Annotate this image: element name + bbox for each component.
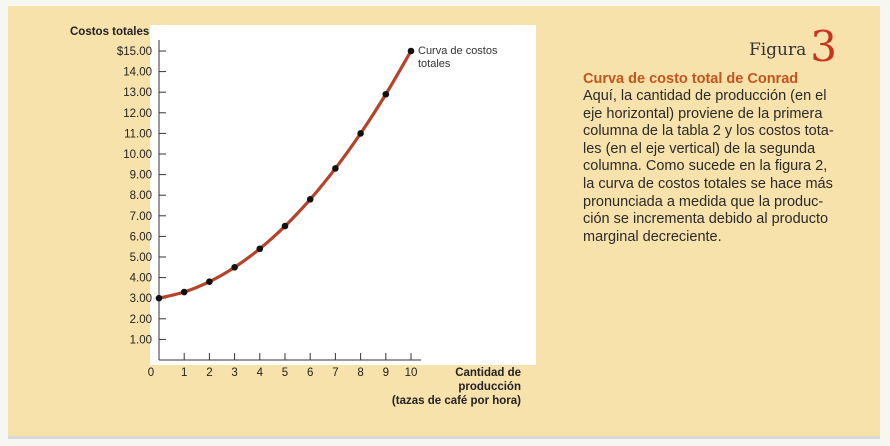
total-cost-curve	[159, 51, 411, 298]
y-tick-label: 9.00	[129, 169, 152, 182]
x-tick-label: 4	[256, 367, 264, 379]
data-point	[206, 278, 213, 285]
y-tick-label: 14.00	[123, 66, 152, 79]
caption-line: marginal decreciente.	[583, 228, 722, 245]
data-point	[181, 289, 188, 296]
x-tick-label: 2	[206, 367, 213, 379]
x-tick-label: 10	[404, 367, 418, 379]
caption-line: la curva de costos totales se hace más	[583, 175, 833, 192]
y-tick-label: 1.00	[129, 334, 152, 347]
caption-line: ción se incrementa debido al producto	[583, 211, 829, 228]
figure-label	[583, 24, 865, 70]
y-tick-label: 5.00	[129, 252, 152, 264]
y-tick-label: $15.00	[116, 46, 152, 58]
data-point	[231, 264, 238, 271]
x-axis-title: producción	[458, 381, 521, 393]
y-tick-label: 13.00	[123, 87, 152, 100]
caption-line: Aquí, la cantidad de producción (en el	[583, 88, 827, 104]
y-tick-label: 4.00	[129, 272, 152, 285]
x-tick-label: 6	[306, 367, 314, 379]
caption-body	[583, 88, 865, 246]
x-tick-label: 5	[281, 367, 289, 379]
caption-title: Curva de costo total de Conrad	[583, 71, 799, 87]
caption-line: eje horizontal) proviene de la primera	[583, 105, 823, 122]
y-tick-label: 12.00	[123, 107, 152, 120]
data-point	[383, 91, 390, 98]
data-point	[282, 223, 289, 230]
data-point	[257, 245, 264, 252]
data-point	[332, 165, 339, 172]
caption-area	[583, 24, 865, 246]
caption-line: columna de la tabla 2 y los costos tota-	[583, 123, 834, 140]
curve-label: Curva de costos	[418, 45, 498, 57]
x-tick-label: 9	[382, 367, 390, 379]
x-tick-label: 3	[231, 367, 238, 379]
figure-word: Figura	[748, 40, 807, 60]
data-point	[408, 48, 415, 55]
figure-number: 3	[810, 22, 837, 71]
y-axis-title: Costos totales	[70, 26, 150, 38]
x-tick-label: 7	[332, 367, 339, 379]
x-tick-label: 8	[357, 367, 364, 379]
data-point	[307, 196, 314, 203]
x-tick-label: 1	[180, 367, 188, 379]
x-axis-title: (tazas de café por hora)	[391, 395, 521, 407]
y-tick-label: 6.00	[129, 231, 152, 244]
x-axis-title: Cantidad de	[455, 367, 521, 379]
y-tick-label: 11.00	[124, 128, 152, 141]
y-tick-label: 8.00	[129, 190, 152, 203]
y-tick-label: 10.00	[123, 149, 152, 161]
data-point	[156, 295, 163, 302]
caption-line: les (en el eje vertical) de la segunda	[583, 140, 816, 157]
caption-line: pronunciada a medida que la produc-	[583, 193, 824, 210]
data-point	[357, 130, 364, 137]
x-tick-label: 0	[147, 367, 155, 379]
y-tick-label: 2.00	[129, 313, 152, 326]
curve-label: totales	[418, 58, 451, 70]
caption-line: columna. Como sucede en la figura 2,	[583, 158, 828, 175]
y-tick-label: 3.00	[129, 293, 152, 306]
y-tick-label: 7.00	[129, 210, 152, 223]
